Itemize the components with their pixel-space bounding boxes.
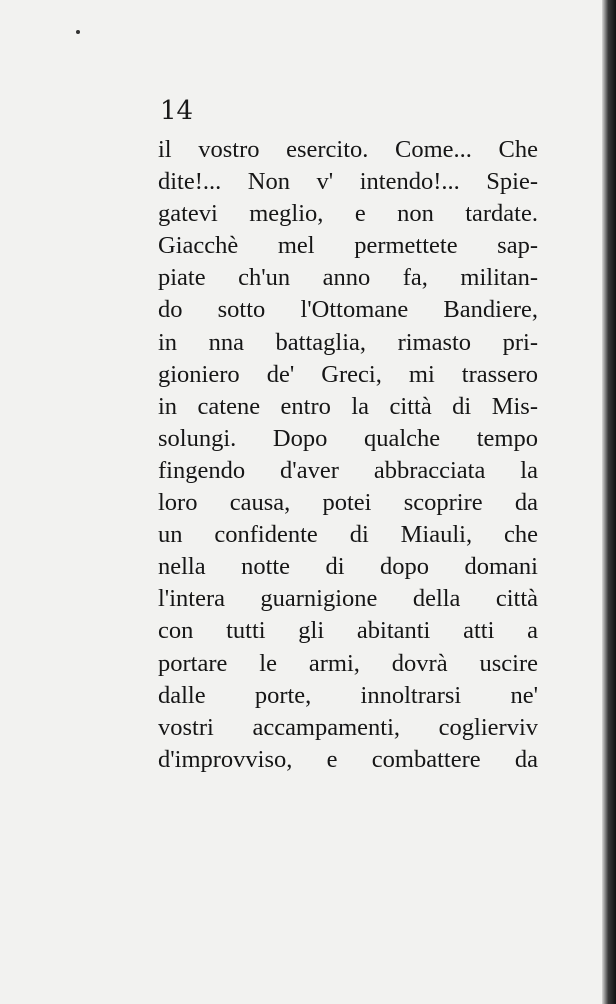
- text-line: con tutti gli abitanti atti a: [158, 617, 538, 645]
- text-line: piate ch'un anno fa, militan-: [158, 264, 538, 292]
- text-line: nella notte di dopo domani: [158, 553, 538, 581]
- text-line: fingendo d'aver abbracciata la: [158, 456, 538, 484]
- text-line: loro causa, potei scoprire da: [158, 489, 538, 517]
- text-line: portare le armi, dovrà uscire: [158, 649, 538, 677]
- body-text: [158, 134, 538, 776]
- text-line: do sotto l'Ottomane Bandiere,: [158, 296, 538, 324]
- page-number: 14: [160, 96, 194, 126]
- ink-speck: [76, 30, 80, 34]
- text-line: dalle porte, innoltrarsi ne': [158, 681, 538, 709]
- text-line: gatevi meglio, e non tardate.: [158, 200, 538, 228]
- text-line: solungi. Dopo qualche tempo: [158, 424, 538, 452]
- text-line: in nna battaglia, rimasto pri-: [158, 328, 538, 356]
- text-line: Giacchè mel permettete sap-: [158, 232, 538, 260]
- page-edge-shadow: [602, 0, 616, 1004]
- text-line: il vostro esercito. Come... Che: [158, 136, 538, 163]
- text-line: un confidente di Miauli, che: [158, 521, 538, 549]
- text-line: vostri accampamenti, coglierviv: [158, 713, 538, 741]
- text-line: d'improvviso, e combattere da: [158, 745, 538, 773]
- text-line: in catene entro la città di Mis-: [158, 392, 538, 420]
- text-line: gioniero de' Greci, mi trassero: [158, 360, 538, 388]
- text-line: l'intera guarnigione della città: [158, 585, 538, 613]
- text-line: dite!... Non v' intendo!... Spie-: [158, 168, 538, 196]
